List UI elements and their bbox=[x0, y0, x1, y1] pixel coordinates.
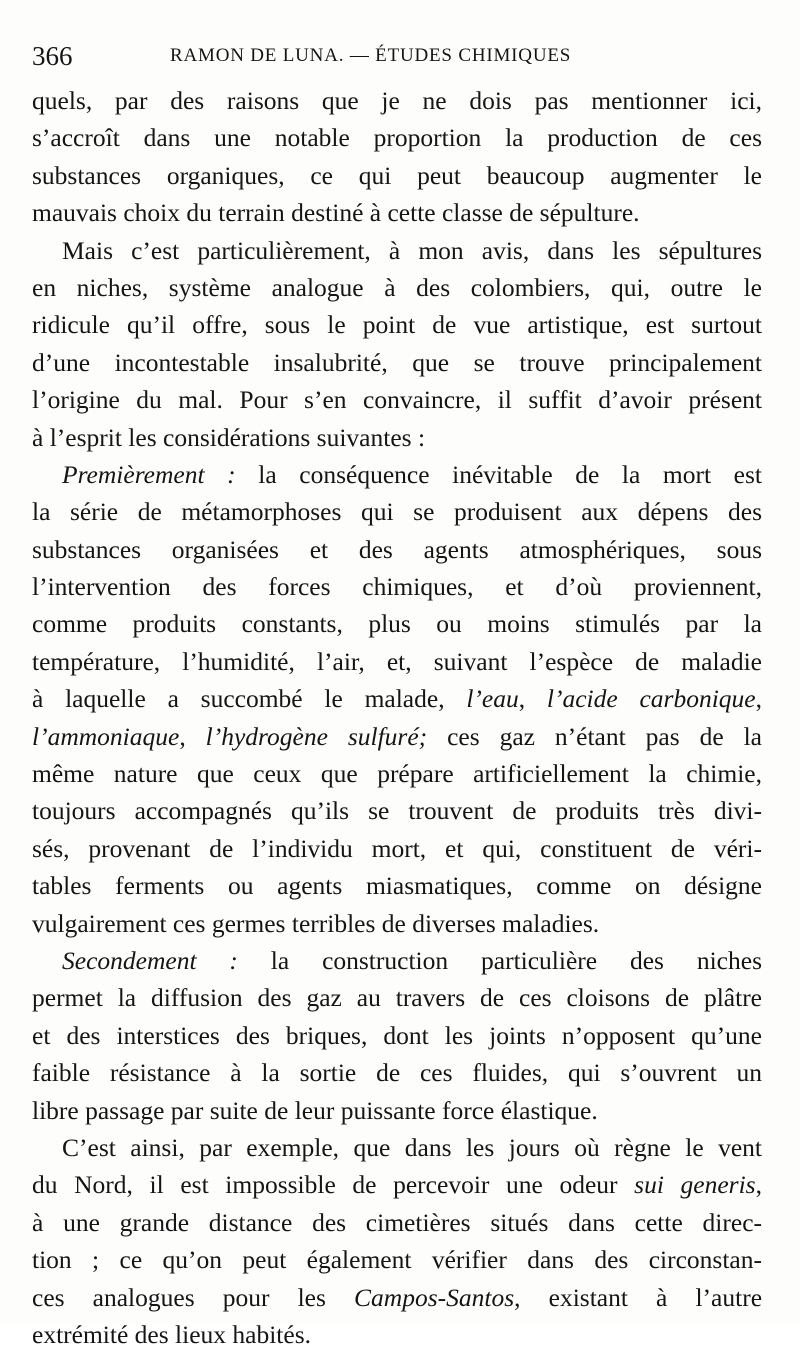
italic-text: l’eau bbox=[466, 684, 519, 714]
italic-text: Campos-Santos bbox=[354, 1282, 515, 1312]
text-segment: à une grande distance des cimetières situés dans cette direc- bbox=[32, 1207, 762, 1237]
text-segment: la conséquence inévitable de la mort est bbox=[235, 459, 763, 489]
text-line bbox=[32, 419, 762, 456]
text-line bbox=[32, 232, 762, 269]
text-line bbox=[32, 269, 762, 306]
text-segment: extrémité des lieux habités. bbox=[32, 1319, 311, 1349]
text-segment: substances organisées et des agents atmosphériques, sous bbox=[32, 534, 762, 564]
text-segment: tion ; ce qu’on peut également vérifier dans des circonstan- bbox=[32, 1245, 762, 1275]
text-segment: même nature que ceux que prépare artificiellement la chimie, bbox=[32, 759, 762, 789]
text-segment: sés, provenant de l’individu mort, et qui, constituent de véri- bbox=[32, 833, 762, 863]
text-line bbox=[32, 1017, 762, 1054]
text-segment: d’une incontestable insalubrité, que se trouve principalement bbox=[32, 347, 762, 377]
text-segment: l’origine du mal. Pour s’en convaincre, il suffit d’avoir présent bbox=[32, 385, 762, 415]
text-segment: C’est ainsi, par exemple, que dans les jours où règne le vent bbox=[62, 1132, 762, 1162]
text-segment: à l’esprit les considérations suivantes : bbox=[32, 422, 426, 452]
text-segment: , bbox=[755, 684, 762, 714]
text-segment: en niches, système analogue à des colombiers, qui, outre le bbox=[32, 272, 762, 302]
text-line bbox=[32, 1166, 762, 1203]
italic-text: Premièrement : bbox=[62, 459, 236, 489]
text-segment: Mais c’est particulièrement, à mon avis, dans les sépultures bbox=[62, 235, 762, 265]
text-segment: , bbox=[179, 721, 206, 751]
text-segment: la série de métamorphoses qui se produisent aux dépens des bbox=[32, 497, 762, 527]
text-line bbox=[32, 792, 762, 829]
text-segment: faible résistance à la sortie de ces fluides, qui s’ouvrent un bbox=[32, 1058, 762, 1088]
italic-text: sui generis bbox=[634, 1170, 756, 1200]
text-segment: libre passage par suite de leur puissante force élastique. bbox=[32, 1095, 598, 1125]
text-line bbox=[32, 718, 762, 755]
text-segment: comme produits constants, plus ou moins stimulés par la bbox=[32, 609, 762, 639]
text-segment: s’accroît dans une notable proportion la production de ces bbox=[32, 123, 762, 153]
text-line bbox=[32, 905, 762, 942]
text-line bbox=[32, 1054, 762, 1091]
text-line bbox=[32, 306, 762, 343]
text-line bbox=[32, 755, 762, 792]
text-segment: , bbox=[518, 684, 547, 714]
text-line bbox=[32, 867, 762, 904]
text-line bbox=[32, 830, 762, 867]
text-line bbox=[32, 1204, 762, 1241]
text-segment: vulgairement ces germes terribles de diverses maladies. bbox=[32, 908, 600, 938]
page-number: 366 bbox=[32, 41, 73, 71]
text-line bbox=[32, 456, 762, 493]
text-segment: quels, par des raisons que je ne dois pas mentionner ici, bbox=[32, 86, 762, 115]
text-line bbox=[32, 194, 762, 231]
text-line bbox=[32, 605, 762, 642]
text-line bbox=[32, 493, 762, 530]
text-segment: température, l’humidité, l’air, et, suivant l’espèce de maladie bbox=[32, 646, 762, 676]
text-line bbox=[32, 344, 762, 381]
text-line bbox=[32, 680, 762, 717]
text-segment: toujours accompagnés qu’ils se trouvent de produits très divi- bbox=[32, 796, 762, 826]
running-head bbox=[32, 36, 772, 76]
text-segment: , existant à l’autre bbox=[514, 1282, 763, 1312]
text-segment: permet la diffusion des gaz au travers de ces cloisons de plâtre bbox=[32, 983, 762, 1013]
text-line bbox=[32, 942, 762, 979]
body-text bbox=[32, 82, 762, 1353]
text-line bbox=[32, 82, 762, 119]
text-segment: ces analogues pour les bbox=[32, 1282, 355, 1312]
text-line bbox=[32, 979, 762, 1016]
text-segment: l’intervention des forces chimiques, et d’où proviennent, bbox=[32, 572, 762, 602]
text-segment: , bbox=[755, 1170, 762, 1200]
text-line bbox=[32, 119, 762, 156]
text-line bbox=[32, 1279, 762, 1316]
italic-text: l’hydrogène sulfuré; bbox=[205, 721, 428, 751]
text-segment: ridicule qu’il offre, sous le point de vue artistique, est surtout bbox=[32, 310, 762, 340]
italic-text: l’ammoniaque bbox=[32, 721, 180, 751]
text-line bbox=[32, 157, 762, 194]
text-segment: et des interstices des briques, dont les joints n’opposent qu’une bbox=[32, 1020, 762, 1050]
text-line bbox=[32, 1316, 762, 1353]
text-line bbox=[32, 643, 762, 680]
text-segment: tables ferments ou agents miasmatiques, comme on désigne bbox=[32, 871, 762, 901]
text-line bbox=[32, 531, 762, 568]
text-line bbox=[32, 381, 762, 418]
text-line bbox=[32, 1092, 762, 1129]
text-segment: substances organiques, ce qui peut beaucoup augmenter le bbox=[32, 160, 762, 190]
text-line bbox=[32, 568, 762, 605]
text-segment: mauvais choix du terrain destiné à cette classe de sépulture. bbox=[32, 198, 640, 228]
text-segment: à laquelle a succombé le malade, bbox=[32, 684, 467, 714]
running-title: RAMON DE LUNA. — ÉTUDES CHIMIQUES bbox=[170, 45, 572, 66]
text-line bbox=[32, 1241, 762, 1278]
italic-text: l’acide carbonique bbox=[546, 684, 756, 714]
text-segment: la construction particulière des niches bbox=[237, 945, 762, 975]
text-segment: du Nord, il est impossible de percevoir une odeur bbox=[32, 1170, 635, 1200]
text-segment: ces gaz n’étant pas de la bbox=[427, 721, 762, 751]
italic-text: Secondement : bbox=[62, 945, 238, 975]
text-line bbox=[32, 1129, 762, 1166]
